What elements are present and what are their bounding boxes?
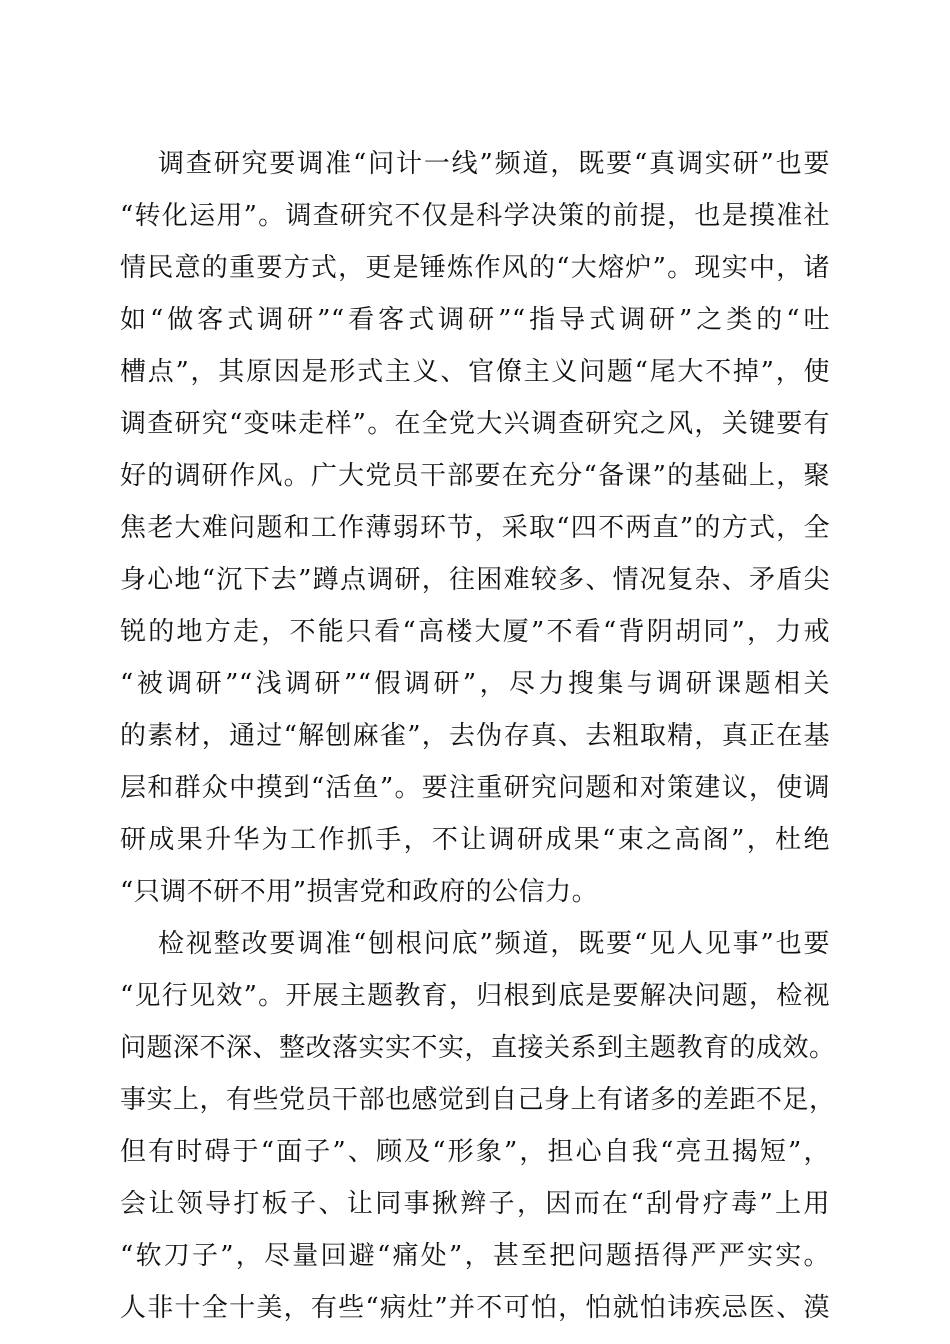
text-line: 焦老大难问题和工作薄弱环节，采取“四不两直”的方式，全 [120, 513, 830, 543]
text-line: 问题深不深、整改落实实不实，直接关系到主题教育的成效。 [120, 1033, 836, 1063]
text-line: 身心地“沉下去”蹲点调研，往困难较多、情况复杂、矛盾尖 [120, 565, 830, 595]
text-line: 槽点”，其原因是形式主义、官僚主义问题“尾大不掉”，使 [120, 357, 830, 387]
text-line: “被调研”“浅调研”“假调研”，尽力搜集与调研课题相关 [120, 669, 830, 699]
text-line: 如“做客式调研”“看客式调研”“指导式调研”之类的“吐 [120, 305, 830, 335]
paragraph-rectification [120, 918, 836, 1334]
text-line: 的素材，通过“解刨麻雀”，去伪存真、去粗取精，真正在基 [120, 721, 830, 751]
text-line: “只调不研不用”损害党和政府的公信力。 [120, 877, 599, 907]
text-line: 检视整改要调准“刨根问底”频道，既要“见人见事”也要 [158, 929, 830, 959]
text-line: 人非十全十美，有些“病灶”并不可怕，怕就怕讳疾忌医、漠 [120, 1293, 830, 1323]
text-line: “软刀子”，尽量回避“痛处”，甚至把问题捂得严严实实。 [120, 1241, 830, 1271]
text-line: “转化运用”。调查研究不仅是科学决策的前提，也是摸准社 [120, 201, 830, 231]
text-line: 事实上，有些党员干部也感觉到自己身上有诸多的差距不足， [120, 1085, 836, 1115]
text-line: “见行见效”。开展主题教育，归根到底是要解决问题，检视 [120, 981, 830, 1011]
text-line: 调查研究“变味走样”。在全党大兴调查研究之风，关键要有 [120, 409, 830, 439]
text-line: 但有时碍于“面子”、顾及“形象”，担心自我“亮丑揭短”， [120, 1137, 830, 1167]
document-body [120, 138, 836, 1334]
paragraph-research [120, 138, 830, 918]
text-line: 会让领导打板子、让同事揪辫子，因而在“刮骨疗毒”上用 [120, 1189, 830, 1219]
text-line: 情民意的重要方式，更是锤炼作风的“大熔炉”。现实中，诸 [120, 253, 830, 283]
text-line: 调查研究要调准“问计一线”频道，既要“真调实研”也要 [158, 149, 830, 179]
text-line: 好的调研作风。广大党员干部要在充分“备课”的基础上，聚 [120, 461, 830, 491]
text-line: 研成果升华为工作抓手，不让调研成果“束之高阁”，杜绝 [120, 825, 830, 855]
text-line: 层和群众中摸到“活鱼”。要注重研究问题和对策建议，使调 [120, 773, 830, 803]
text-line: 锐的地方走，不能只看“高楼大厦”不看“背阴胡同”，力戒 [120, 617, 830, 647]
